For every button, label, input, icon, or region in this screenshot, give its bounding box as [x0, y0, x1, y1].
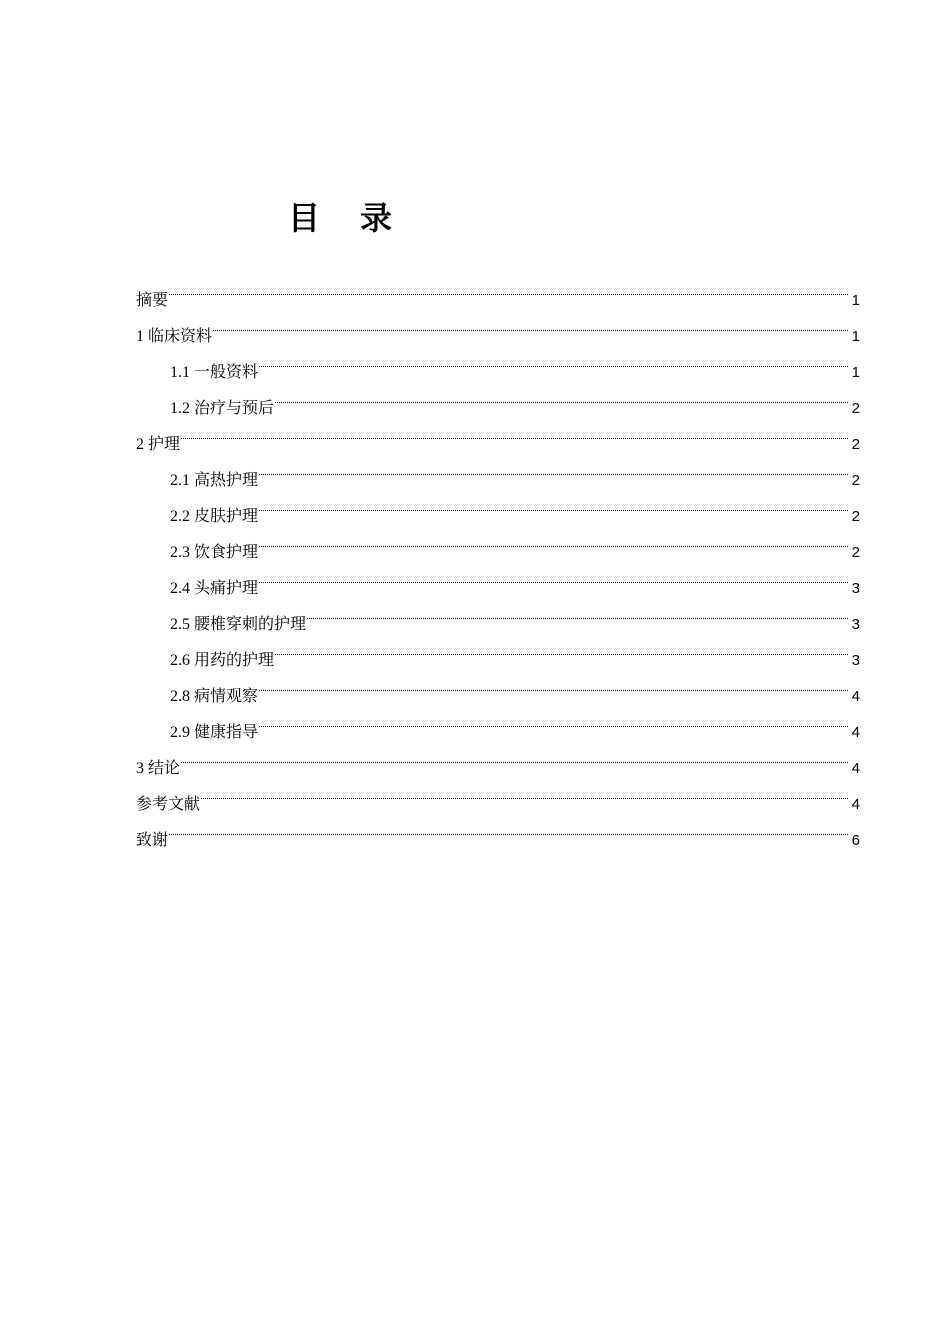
toc-entry-label: 2.9 健康指导 — [170, 724, 259, 741]
toc-entry-page: 2 — [851, 400, 860, 417]
toc-entry[interactable] — [136, 269, 860, 309]
toc-entry-page: 3 — [851, 652, 860, 669]
toc-entry[interactable] — [136, 773, 860, 813]
toc-entry-page: 1 — [851, 292, 860, 309]
toc-dot-leader — [168, 809, 850, 845]
toc-entry[interactable] — [136, 413, 860, 453]
toc-entry-label: 1.2 治疗与预后 — [170, 400, 275, 417]
toc-entry-page: 1 — [851, 364, 860, 381]
toc-entry-label: 2.4 头痛护理 — [170, 580, 259, 597]
toc-dot-leader — [258, 449, 850, 485]
toc-dot-leader — [274, 377, 850, 413]
toc-entry-page: 6 — [851, 832, 860, 849]
toc-entry-page: 2 — [851, 472, 860, 489]
toc-entry-page: 4 — [851, 760, 860, 777]
toc-entry-label: 2.3 饮食护理 — [170, 544, 259, 561]
toc-entry-label: 摘要 — [136, 292, 169, 309]
table-of-contents — [136, 269, 860, 849]
toc-dot-leader — [274, 629, 850, 665]
toc-entry-page: 2 — [851, 436, 860, 453]
toc-dot-leader — [180, 413, 850, 449]
toc-entry-label: 1 临床资料 — [136, 328, 213, 345]
toc-dot-leader — [258, 485, 850, 521]
toc-dot-leader — [258, 701, 850, 737]
toc-entry-page: 3 — [851, 616, 860, 633]
toc-dot-leader — [306, 593, 850, 629]
toc-entry[interactable] — [136, 809, 860, 849]
toc-entry-page: 3 — [851, 580, 860, 597]
toc-dot-leader — [180, 737, 850, 773]
toc-entry[interactable] — [136, 305, 860, 345]
toc-entry-page: 4 — [851, 796, 860, 813]
toc-entry-label: 2.1 高热护理 — [170, 472, 259, 489]
toc-entry-label: 参考文献 — [136, 796, 201, 813]
toc-dot-leader — [212, 305, 850, 341]
toc-entry-page: 1 — [851, 328, 860, 345]
toc-entry-label: 2 护理 — [136, 436, 181, 453]
toc-entry-label: 2.2 皮肤护理 — [170, 508, 259, 525]
toc-entry-label: 2.6 用药的护理 — [170, 652, 275, 669]
toc-dot-leader — [200, 773, 850, 809]
toc-entry[interactable] — [136, 341, 860, 381]
toc-entry[interactable] — [136, 737, 860, 777]
toc-dot-leader — [258, 557, 850, 593]
toc-entry-page: 2 — [851, 508, 860, 525]
toc-entry[interactable] — [136, 449, 860, 489]
toc-entry-label: 致谢 — [136, 832, 169, 849]
toc-dot-leader — [258, 665, 850, 701]
toc-dot-leader — [258, 341, 850, 377]
toc-entry-label: 2.5 腰椎穿刺的护理 — [170, 616, 307, 633]
toc-dot-leader — [258, 521, 850, 557]
toc-entry-page: 2 — [851, 544, 860, 561]
toc-entry-label: 2.8 病情观察 — [170, 688, 259, 705]
toc-title: 目 录 — [288, 200, 409, 236]
toc-entry-page: 4 — [851, 724, 860, 741]
toc-entry-page: 4 — [851, 688, 860, 705]
toc-entry-label: 1.1 一般资料 — [170, 364, 259, 381]
toc-dot-leader — [168, 269, 850, 305]
toc-entry-label: 3 结论 — [136, 760, 181, 777]
